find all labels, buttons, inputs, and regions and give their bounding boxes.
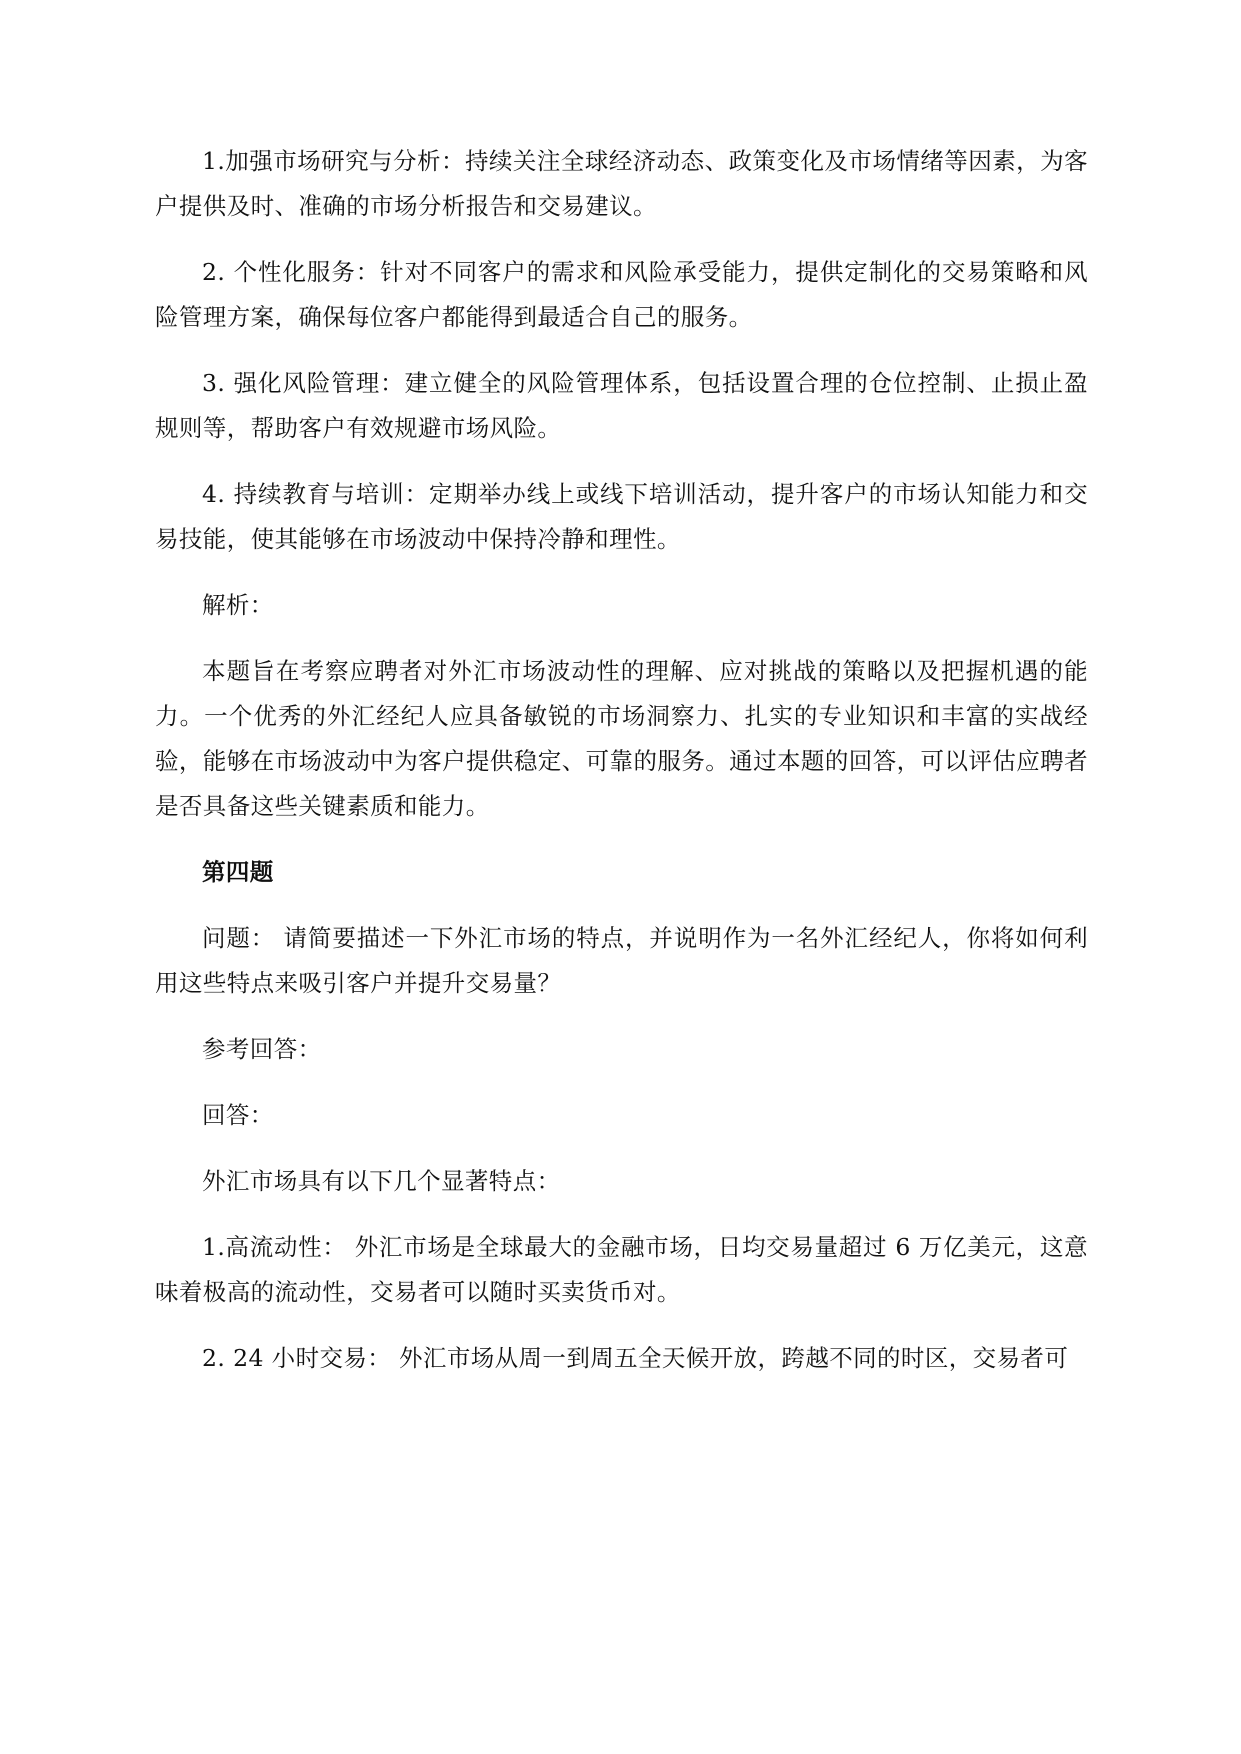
analysis-text: 本题旨在考察应聘者对外汇市场波动性的理解、应对挑战的策略以及把握机遇的能力。一个优秀的外汇经纪人应具备敏锐的市场洞察力、扎实的专业知识和丰富的实战经验，能够在市场波动中为客户提供稳定、可靠的服务。通过本题的回答，可以评估应聘者是否具备这些关键素质和能力。 — [155, 657, 1088, 820]
question-four-heading: 第四题 — [202, 858, 274, 886]
feature-high-liquidity: 1.高流动性： 外汇市场是全球最大的金融市场，日均交易量超过 6 万亿美元，这意味着极高的流动性，交易者可以随时买卖货币对。 — [155, 1233, 1088, 1306]
reference-answer-label: 参考回答： — [202, 1035, 322, 1063]
answer-label: 回答： — [202, 1101, 274, 1129]
forex-features-intro: 外汇市场具有以下几个显著特点： — [202, 1167, 561, 1195]
analysis-label: 解析： — [202, 591, 274, 619]
document-body — [155, 139, 1088, 1402]
paragraph-education-training: 4. 持续教育与培训：定期举办线上或线下培训活动，提升客户的市场认知能力和交易技能，使其能够在市场波动中保持冷静和理性。 — [155, 480, 1088, 553]
paragraph-personalized-service: 2. 个性化服务：针对不同客户的需求和风险承受能力，提供定制化的交易策略和风险管理方案，确保每位客户都能得到最适合自己的服务。 — [155, 258, 1088, 331]
question-text: 问题： 请简要描述一下外汇市场的特点，并说明作为一名外汇经纪人，你将如何利用这些特点来吸引客户并提升交易量？ — [155, 924, 1088, 997]
paragraph-strengthen-market-research: 1.加强市场研究与分析：持续关注全球经济动态、政策变化及市场情绪等因素，为客户提供及时、准确的市场分析报告和交易建议。 — [155, 147, 1088, 220]
paragraph-risk-management: 3. 强化风险管理：建立健全的风险管理体系，包括设置合理的仓位控制、止损止盈规则等，帮助客户有效规避市场风险。 — [155, 369, 1088, 442]
feature-24-hour-trading: 2. 24 小时交易： 外汇市场从周一到周五全天候开放，跨越不同的时区，交易者可 — [202, 1344, 1069, 1372]
